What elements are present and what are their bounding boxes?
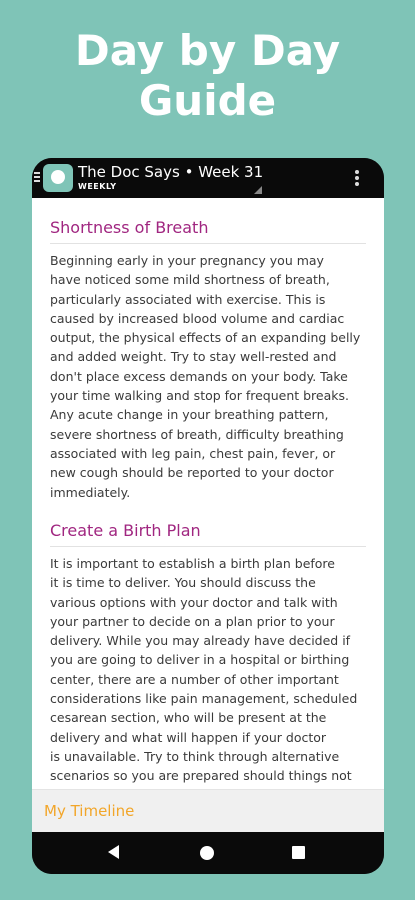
timeline-bar [32, 789, 384, 832]
promo-headline-line2: Guide [138, 76, 277, 125]
system-nav-bar [32, 832, 384, 874]
body-text-line: you are going to deliver in a hospital or birthing [50, 652, 350, 668]
body-text-line: your time walking and stop for frequent breaks. [50, 388, 349, 404]
body-text-line: It is important to establish a birth plan before [50, 556, 335, 571]
app-subtitle[interactable]: WEEKLY [78, 182, 117, 191]
section-body-shortness-of-breath [50, 251, 370, 502]
body-text-line: various options with your doctor and talk with [50, 594, 338, 610]
body-text-line: considerations like pain management, scheduled [50, 691, 358, 707]
body-text-line: delivery and what will happen if your doctor [50, 729, 327, 745]
body-text-line: severe shortness of breath, difficulty breathing [50, 426, 344, 442]
body-text-line: particularly associated with exercise. This is [50, 291, 326, 307]
section-divider [50, 546, 366, 547]
section-heading-birth-plan: Create a Birth Plan [50, 521, 201, 540]
body-text-line: don't place excess demands on your body. Take [50, 368, 348, 384]
baby-face-icon[interactable] [43, 164, 73, 192]
body-text-line: is unavailable. Try to think through alternative [50, 748, 340, 764]
promo-headline [0, 26, 415, 126]
my-timeline-link[interactable]: My Timeline [44, 802, 135, 820]
app-title[interactable]: The Doc Says • Week 31 [78, 163, 264, 181]
body-text-line: Beginning early in your pregnancy you may [50, 253, 324, 268]
promo-headline-line1: Day by Day [74, 26, 341, 75]
phone-frame [32, 158, 384, 874]
body-text-line: cesarean section, who will be present at the [50, 710, 327, 726]
body-text-line: delivery. While you may already have decided if [50, 633, 351, 649]
drawer-menu-icon[interactable] [34, 172, 40, 184]
home-circle-icon[interactable] [200, 846, 214, 860]
body-text-line: caused by increased blood volume and cardiac [50, 310, 345, 326]
recents-square-icon[interactable] [292, 846, 305, 859]
article-content[interactable] [32, 198, 384, 789]
body-text-line: scenarios so you are prepared should things not [50, 768, 352, 784]
body-text-line: your partner to decide on a plan prior to your [50, 613, 335, 629]
section-body-birth-plan [50, 554, 370, 786]
body-text-line: associated with leg pain, chest pain, fever, or [50, 445, 336, 461]
body-text-line: center, there are a number of other important [50, 671, 339, 687]
app-bar [32, 158, 384, 198]
section-divider [50, 243, 366, 244]
body-text-line: it is time to deliver. You should discuss the [50, 575, 316, 591]
more-vert-icon[interactable] [354, 170, 360, 188]
section-heading-shortness-of-breath: Shortness of Breath [50, 218, 209, 237]
dropdown-arrow-icon[interactable] [254, 186, 262, 194]
body-text-line: and added weight. Try to stay well-rested and [50, 349, 337, 365]
back-triangle-icon[interactable] [108, 845, 119, 859]
body-text-line: output, the physical effects of an expanding belly [50, 330, 361, 346]
body-text-line: Any acute change in your breathing pattern, [50, 407, 329, 423]
body-text-line: have noticed some mild shortness of breath, [50, 272, 330, 288]
body-text-line: new cough should be reported to your doctor [50, 465, 334, 481]
body-text-line: immediately. [50, 484, 131, 500]
